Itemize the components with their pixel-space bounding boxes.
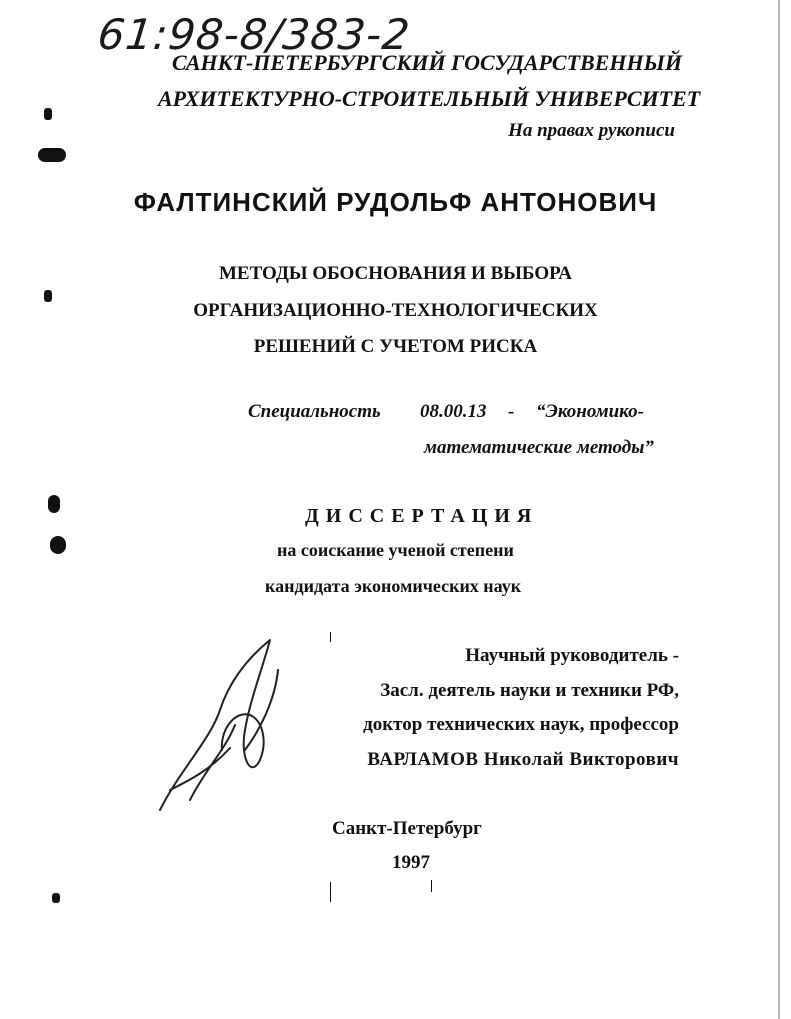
year: 1997 <box>392 852 430 873</box>
signature-icon <box>150 630 290 820</box>
specialty-label: Специальность <box>248 401 381 422</box>
scan-mark <box>44 290 52 302</box>
specialty-name-line-1: “Экономико- <box>536 401 644 422</box>
supervisor-line-2: Засл. деятель науки и техники РФ, <box>380 680 679 701</box>
scan-mark <box>330 632 331 642</box>
supervisor-line-4: ВАРЛАМОВ Николай Викторович <box>367 749 679 770</box>
author-name: ФАЛТИНСКИЙ РУДОЛЬФ АНТОНОВИЧ <box>133 187 658 217</box>
title-line-2: ОРГАНИЗАЦИОННО-ТЕХНОЛОГИЧЕСКИХ <box>193 300 598 321</box>
degree-line-2: кандидата экономических наук <box>265 576 522 596</box>
university-name-line-2: АРХИТЕКТУРНО-СТРОИТЕЛЬНЫЙ УНИВЕРСИТЕТ <box>158 86 701 111</box>
scan-mark <box>50 536 66 554</box>
title-line-1: МЕТОДЫ ОБОСНОВАНИЯ И ВЫБОРА <box>218 263 573 284</box>
university-name-line-1: САНКТ-ПЕТЕРБУРГСКИЙ ГОСУДАРСТВЕННЫЙ <box>172 50 683 75</box>
archive-code-handwritten: 61:98-8/383-2 <box>95 10 413 59</box>
specialty-code: 08.00.13 <box>420 401 487 422</box>
scan-mark <box>48 495 60 513</box>
specialty-dash: - <box>508 401 515 422</box>
scan-mark <box>778 0 780 1019</box>
supervisor-line-1: Научный руководитель - <box>465 645 679 666</box>
scan-mark <box>44 108 52 120</box>
scan-mark <box>431 880 432 892</box>
specialty-name-line-2: математические методы” <box>424 437 654 458</box>
scan-mark <box>38 148 66 162</box>
city: Санкт-Петербург <box>332 818 482 839</box>
title-line-3: РЕШЕНИЙ С УЧЕТОМ РИСКА <box>253 336 538 357</box>
degree-line-1: на соискание ученой степени <box>277 540 514 560</box>
scan-mark <box>330 882 331 902</box>
dissertation-heading: ДИССЕРТАЦИЯ <box>305 505 539 527</box>
supervisor-line-3: доктор технических наук, профессор <box>363 714 679 735</box>
rights-note: На правах рукописи <box>508 120 675 141</box>
scan-mark <box>52 893 60 903</box>
